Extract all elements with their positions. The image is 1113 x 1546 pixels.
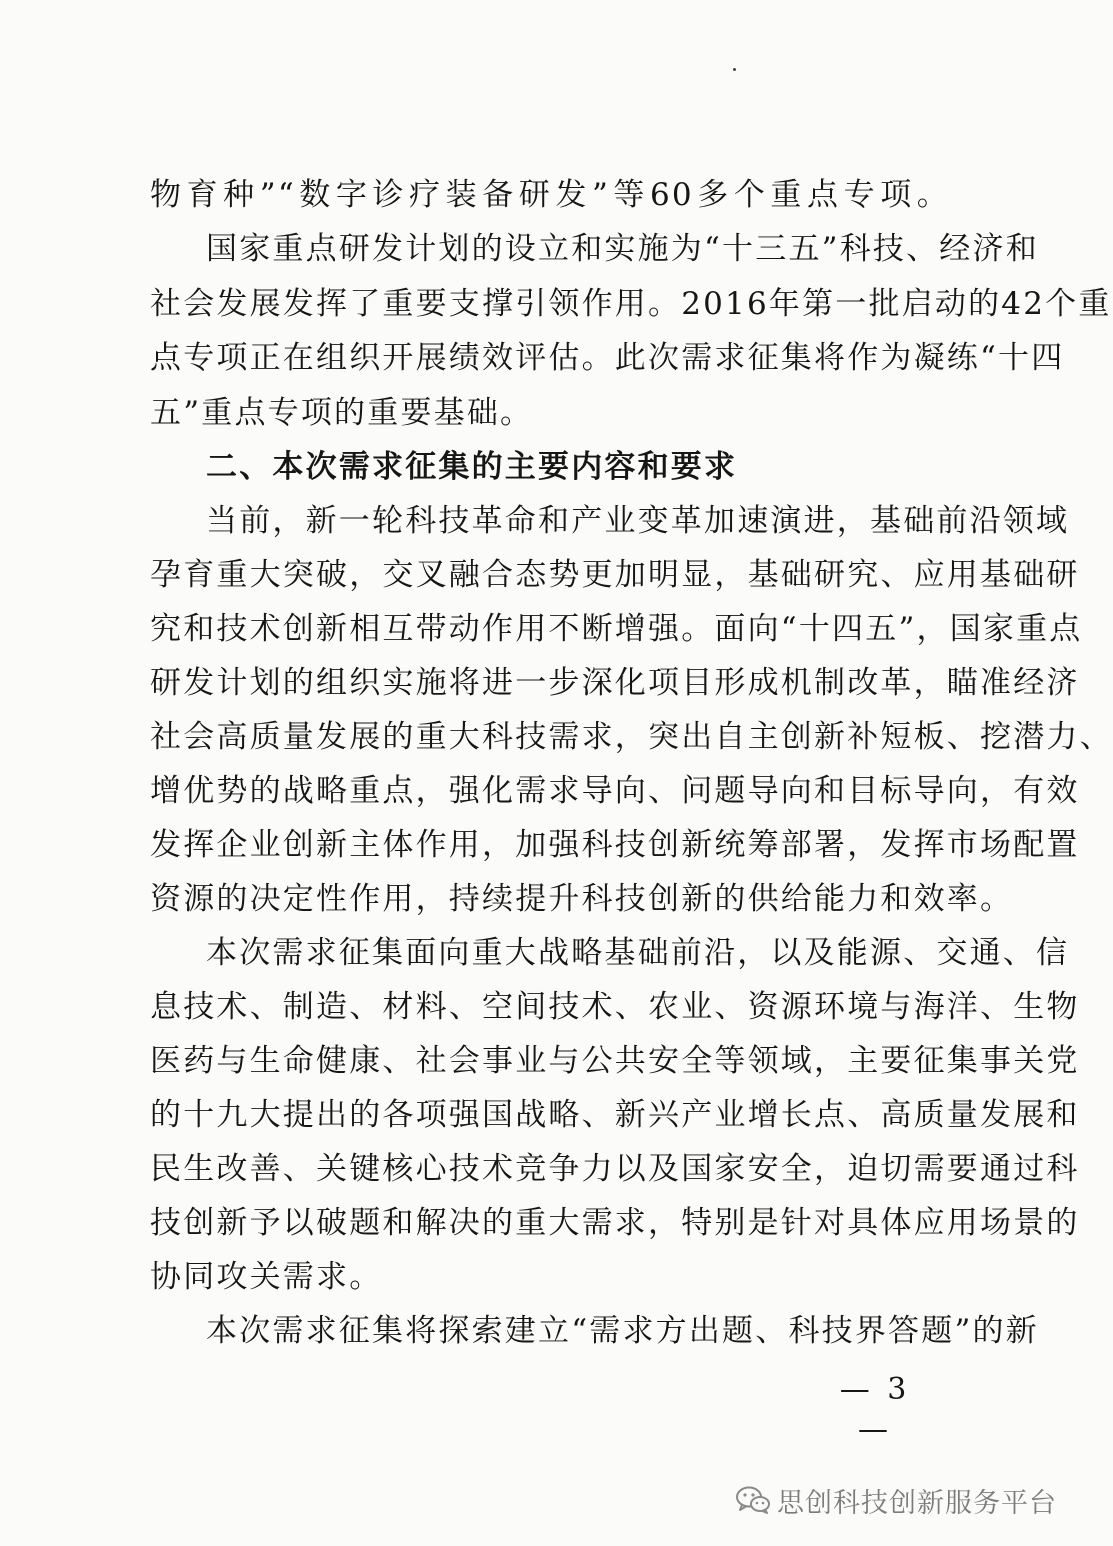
text-line: 发挥企业创新主体作用，加强科技创新统筹部署，发挥市场配置 xyxy=(150,827,1080,863)
text-line: 研发计划的组织实施将进一步深化项目形成机制改革，瞄准经济 xyxy=(150,665,1080,701)
text-line: 协同攻关需求。 xyxy=(150,1259,383,1295)
text-line: 点专项正在组织开展绩效评估。此次需求征集将作为凝练“十四 xyxy=(150,340,1065,376)
section-heading: 二、本次需求征集的主要内容和要求 xyxy=(206,449,738,485)
text-line: 医药与生命健康、社会事业与公共安全等领域，主要征集事关党 xyxy=(150,1043,1080,1079)
text-line: 孕育重大突破，交叉融合态势更加明显，基础研究、应用基础研 xyxy=(150,557,1080,593)
page-number: — 3 — xyxy=(839,1372,911,1447)
text-line: 的十九大提出的各项强国战略、新兴产业增长点、高质量发展和 xyxy=(150,1097,1080,1133)
text-line: 增优势的战略重点，强化需求导向、问题导向和目标导向，有效 xyxy=(150,773,1080,809)
text-line: 民生改善、关键核心技术竞争力以及国家安全，迫切需要通过科 xyxy=(150,1151,1080,1187)
watermark-text: 思创科技创新服务平台 xyxy=(777,1487,1057,1519)
watermark xyxy=(735,1480,1065,1520)
text-line: 技创新予以破题和解决的重大需求，特别是针对具体应用场景的 xyxy=(150,1205,1080,1241)
text-line: 资源的决定性作用，持续提升科技创新的供给能力和效率。 xyxy=(150,881,1014,917)
text-line: 当前，新一轮科技革命和产业变革加速演进，基础前沿领域 xyxy=(206,503,1070,539)
text-line: 本次需求征集面向重大战略基础前沿，以及能源、交通、信 xyxy=(206,935,1070,971)
scan-speck xyxy=(733,68,736,71)
text-line: 社会高质量发展的重大科技需求，突出自主创新补短板、挖潜力、 xyxy=(150,719,1113,755)
text-line: 社会发展发挥了重要支撑引领作用。2016年第一批启动的42个重 xyxy=(150,286,1112,322)
text-line: 究和技术创新相互带动作用不断增强。面向“十四五”，国家重点 xyxy=(150,611,1083,647)
text-line: 五”重点专项的重要基础。 xyxy=(150,395,534,431)
wechat-icon xyxy=(735,1485,771,1515)
text-line: 国家重点研发计划的设立和实施为“十三五”科技、经济和 xyxy=(206,231,1039,267)
text-line: 本次需求征集将探索建立“需求方出题、科技界答题”的新 xyxy=(206,1313,1039,1349)
text-line: 息技术、制造、材料、空间技术、农业、资源环境与海洋、生物 xyxy=(150,989,1080,1025)
text-line: 物育种”“数字诊疗装备研发”等60多个重点专项。 xyxy=(150,177,950,213)
